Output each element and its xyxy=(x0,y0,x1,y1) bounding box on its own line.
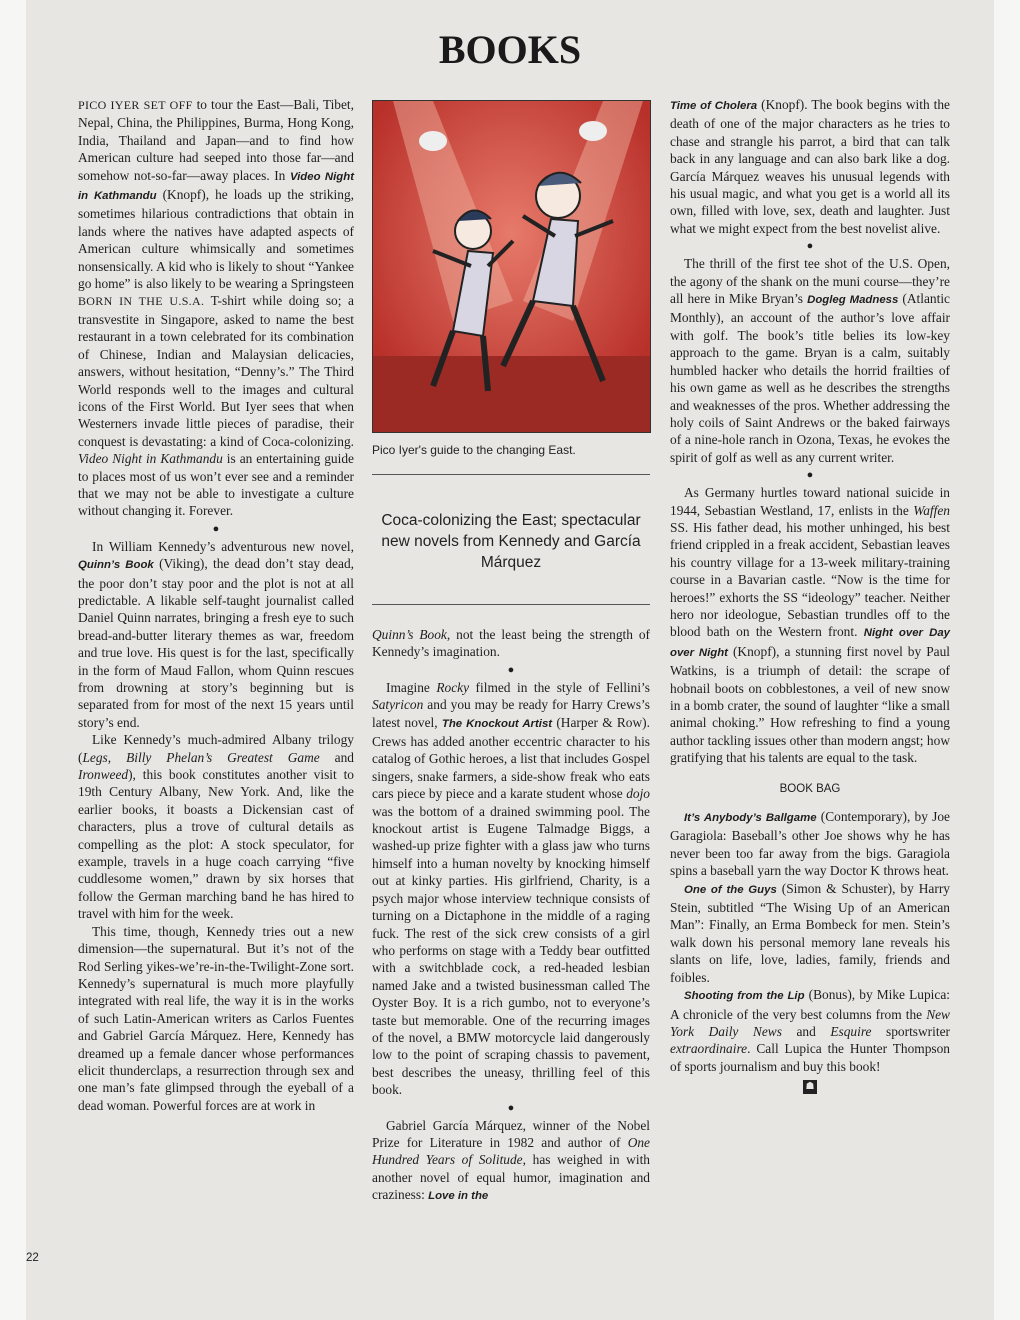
book-title-quinns-book: Quinn’s Book xyxy=(78,559,154,572)
paragraph-watkins: As Germany hurtles toward national suicide in 1944, Sebastian Westland, 17, enlists in the Waffen SS. His father dead, his mother unhinged, his best friend crippled in a freak accident, Sebastian leaves his country village for a 13-week military-training course in a Bavarian castle. “Now is the time for heroes!” exhorts the SS “ideology” teacher. Neither hero nor ideologue, Sebastian trundles off to the blood bath on the Western front. Night over Day over Night (Knopf), a stunning first novel by Paul Watkins, is a triumph of detail: the scrape of hobnail boots on cobblestones, a veil of new snow in a bomb crater, the sound of laughter “like a small animal choking.” How refreshing to find a young author tackling issues other than modern angst; how gratifying that his talents are equal to the task. xyxy=(670,485,950,766)
illustration-dancing-figures xyxy=(372,100,651,433)
section-bullet: ● xyxy=(507,663,515,676)
column-2 xyxy=(372,626,650,1206)
paragraph-kennedy-2: Like Kennedy’s much-admired Albany trilogy (Legs, Billy Phelan’s Greatest Game and Ironweed), this book constitutes another visit to 19th Century Albany, New York. And, like the earlier books, it boasts a Dickensian cast of characters, plus a trove of cultural details as compelling as the plot: A stock speculator, for example, travels in a huge coach carrying “five cuddlesome women,” drawn by six horses that follow the German marching band he has hired to travel with him for the week. xyxy=(78,732,354,922)
column-3 xyxy=(670,96,950,1094)
section-bullet: ● xyxy=(806,240,814,253)
book-title-love-in-the: Love in the xyxy=(428,1190,489,1203)
book-bag-item-guys: One of the Guys (Simon & Schuster), by Harry Stein, subtitled “The Wising Up of an American Man”: Finally, an Erma Bombeck for men. Stein’s walk down his personal memory lane reveals his slants on life, love, ladies, family, friends and foibles. xyxy=(670,880,950,985)
book-title-time-of-cholera: Time of Cholera xyxy=(670,100,758,112)
paragraph-marquez-1: Gabriel García Márquez, winner of the Nobel Prize for Literature in 1982 and author of One Hundred Years of Solitude, has weighed in with another novel of equal humor, imagination and craziness: Love in the xyxy=(372,1117,650,1203)
paragraph-kennedy-1: In William Kennedy’s adventurous new novel, Quinn’s Book (Viking), the dead don’t stay dead, the poor don’t stay poor and the plot is not at all predictable. A likable self-taught journalist called Daniel Quinn narrates, bringing a fresh eye to such bread-and-butter literary themes as war, freedom and true love. His quest is for the last, specifically in the form of Maud Fallon, whom Quinn rescues from drowning at story’s beginning but is separated from for most of the next 15 years until story’s end. xyxy=(78,538,354,730)
book-bag-item-lip: Shooting from the Lip (Bonus), by Mike Lupica: A chronicle of the very best columns from the New York Daily News and Esquire sportswriter extraordinaire. Call Lupica the Hunter Thompson of sports journalism and buy this book! xyxy=(670,987,950,1074)
paragraph-marquez-2: Time of Cholera (Knopf). The book begins with the death of one of the major characters as he tries to chase and strangle his parrot, a bird that can talk back in any language and can also bark like a dog. García Márquez weaves his unusual legends with his usual magic, and what you get is a world all its own, filled with love, sex, death and laughter. Just what we might expect from the best novelist alive. xyxy=(670,97,950,236)
book-title-dogleg-madness: Dogleg Madness xyxy=(807,294,899,307)
page-number: 22 xyxy=(26,1252,39,1264)
section-bullet: ● xyxy=(806,469,814,482)
section-bullet: ● xyxy=(507,1101,515,1114)
end-mark-icon: ☗ xyxy=(803,1080,817,1094)
illustration-image xyxy=(373,101,650,432)
page-right-margin xyxy=(994,0,1020,1320)
book-title-night-over-day: Night over Day over Night xyxy=(670,627,950,659)
paragraph-crews: Imagine Rocky filmed in the style of Fellini’s Satyricon and you may be ready for Harry Crews’s latest novel, The Knockout Artist (Harper & Row). Crews has added another eccentric character to his catalog of Gothic heroes, a list that includes Gospel singers, snake farmers, a side-show freak who eats cars piece by piece and a karate student whose dojo was the bottom of a drained swimming pool. The knockout artist is Eugene Talmadge Biggs, a washed-up prize fighter with a glass jaw who turns himself into a human novelty by knocking himself out at kinky parties. His girlfriend, Charity, is a psych major whose interview technique consists of turning on a Dictaphone in the middle of a raging fuck. The rest of the sick crew consists of a girl who performs on stage with a Teddy bear outfitted with a switchblade cock, a red-headed lesbian named Jake and a twisted businessman called The Oyster Boy. It is a rich gumbo, not to everyone’s taste but memorable. One of the recurring images of the novel, a BMW motorcycle laid dangerously low to the point of scraping chassis to pavement, best describes the uneasy, thrilling feel of this book. xyxy=(372,679,650,1098)
divider-bottom xyxy=(372,604,650,605)
section-bullet: ● xyxy=(212,522,220,535)
book-bag-heading: BOOK BAG xyxy=(779,782,841,795)
book-bag-item-ballgame: It’s Anybody’s Ballgame (Contemporary), by Joe Garagiola: Baseball’s other Joe shows why he has never been too far away from the bigs. Garagiola spins a baseball yarn the way Doctor K throws heat. xyxy=(670,809,950,879)
book-title-video-night: Video Night in Kathmandu xyxy=(78,170,354,203)
paragraph-kennedy-3: This time, though, Kennedy tries out a new dimension—the supernatural. But it’s not of the Rod Serling yikes-we’re-in-the-Twilight-Zone sort. Kennedy’s supernatural is much more playfully integrated with real life, the way it is in the works of such Latin-American writers as Carlos Fuentes and Gabriel García Márquez. Here, Kennedy has dreamed up a female dancer whose performances elicit thunderclaps, a resurrection through sex and one man’s fate glimpsed through the eyeball of a dead woman. Powerful forces are at work in xyxy=(78,923,354,1113)
illustration-caption: Pico Iyer's guide to the changing East. xyxy=(372,443,576,457)
section-title: BOOKS xyxy=(438,27,582,72)
paragraph-iyer: PICO IYER SET OFF to tour the East—Bali, Tibet, Nepal, China, the Philippines, Burma, Hong Kong, India, Thailand and Japan—and to find how American culture had seeped into those far—and somehow not-so-far—away places. In Video Night in Kathmandu (Knopf), he loads up the striking, sometimes hilarious contradictions that obtain in lands where the natives have adapted aspects of American culture whimsically and sometimes nonsensically. A kid who is likely to shout “Yankee go home” is also likely to be wearing a Springsteen BORN IN THE U.S.A. T-shirt while doing so; a transvestite in Singapore, asked to name the best restaurant in a town celebrated for its combination of Chinese, Indian and Malaysian delicacies, answers, without hesitation, “Denny’s.” The Third World responds well to the images and cultural icons of the First World. But Iyer sees that when Westerners invade little pieces of paradise, their conquest is devastating: a kind of Coca-colonizing. Video Night in Kathmandu is an entertaining guide to places most of us won’t ever see and a reminder that we may not be able to investigate a culture without changing it. Forever. xyxy=(78,97,354,519)
article-deck: Coca-colonizing the East; spectacular new novels from Kennedy and García Márquez xyxy=(381,512,641,571)
page-left-margin xyxy=(0,0,26,1320)
paragraph-kennedy-4: Quinn’s Book, not the least being the strength of Kennedy’s imagination. xyxy=(372,627,651,660)
paragraph-bryan: The thrill of the first tee shot of the U.S. Open, the agony of the shank on the muni course—they’re all here in Mike Bryan’s Dogleg Madness (Atlantic Monthly), an account of the author’s love affair with golf. The book’s title belies its low-key approach to the game. Bryan is a calm, suitably humbled hacker who details the horrid frailties of his own game as well as he describes the strengths and weaknesses of the pros. Whether addressing the holy coils of Saint Andrews or the baked fairways of a nine-hole ranch in Ozona, Texas, he evokes the spirit of golf as well as any current writer. xyxy=(670,256,950,465)
divider-top xyxy=(372,474,650,475)
column-1 xyxy=(78,96,354,1114)
book-title-knockout-artist: The Knockout Artist xyxy=(441,717,553,730)
